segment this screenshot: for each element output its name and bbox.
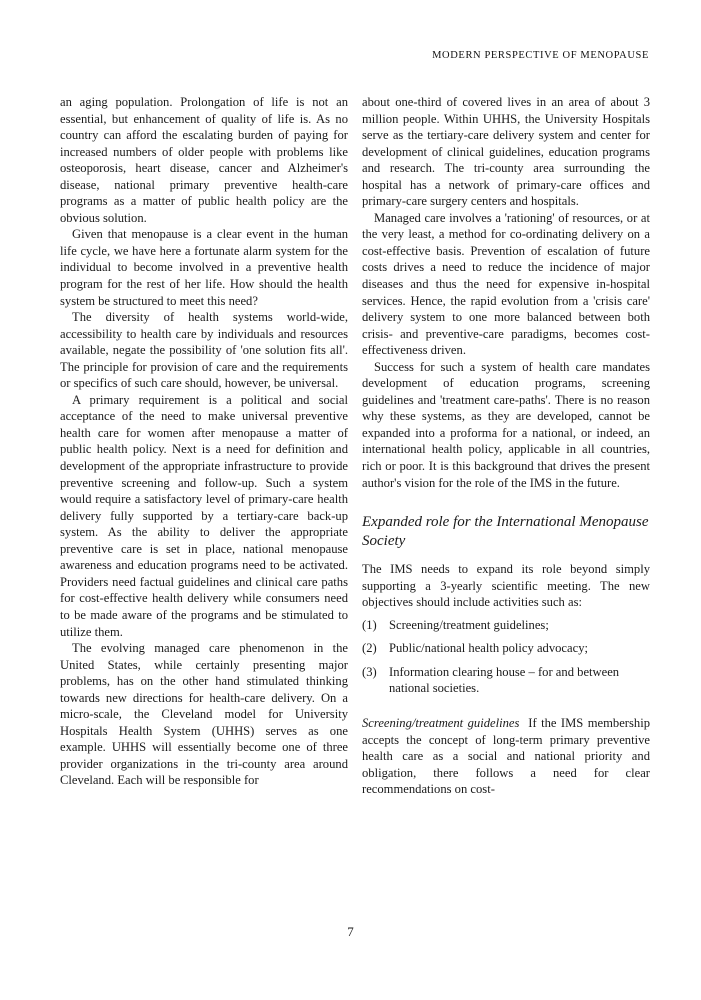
right-column — [362, 94, 650, 798]
paragraph: The evolving managed care phenomenon in the United States, while certainly presenting major problems, has on the other hand stimulated thinking towards new directions for health-care delivery. On a micro-scale, the Cleveland model for University Hospitals Health System (UHHS) serves as one example. UHHS will essentially become one of three provider organizations in the tri-county area around Cleveland. Each will be responsible for — [60, 641, 348, 788]
list-item — [362, 617, 650, 634]
list-item-number: (2) — [362, 641, 377, 656]
list-item-number: (3) — [362, 664, 377, 679]
list-item-text: Public/national health policy advocacy; — [389, 641, 588, 656]
paragraph: A primary requirement is a political and social acceptance of the need to make universal preventive health care for women after menopause a matter of public health policy. Next is a need for definition and development of the appropriate infrastructure to provide preventive screening and follow-up. Such a system would require a satisfactory level of primary-care health delivery fully supported by a tertiary-care back-up system. As the ability to deliver the appropriate preventive care is set in place, national menopause awareness and education programs need to be activated. Providers need factual guidelines and clinical care paths for cost-effective health delivery while consumers need to be made aware of the programs and be stimulated to utilize them. — [60, 392, 348, 639]
paragraph: Given that menopause is a clear event in the human life cycle, we have here a fortunate alarm system for the individual to become involved in a preventive health program for the rest of her life. How should the health system be structured to meet this need? — [60, 227, 348, 308]
objectives-list — [362, 617, 650, 697]
list-item-text: Information clearing house – for and between national societies. — [389, 664, 620, 696]
list-item — [362, 640, 650, 657]
paragraph: an aging population. Prolongation of life is not an essential, but enhancement of quality of life is. As no country can afford the escalating burden of paying for increased numbers of older people with problems like osteoporosis, heart disease, cancer and Alzheimer's disease, national primary preventive health-care programs as a matter of public health policy are the obvious solution. — [60, 95, 348, 225]
paragraph: Success for such a system of health care mandates development of education programs, screening guidelines and 'treatment care-paths'. There is no reason why these systems, as they are developed, cannot be expanded into a proforma for a national, or indeed, an international health policy, applicable in all countries, rich or poor. It is this background that drives the present author's vision for the role of the IMS in the future. — [362, 359, 650, 490]
list-item — [362, 664, 650, 697]
paragraph: The diversity of health systems world-wide, accessibility to health care by individuals and resources available, negate the possibility of 'one solution fits all'. The principle for provision of care and the requirements or specifics of such care should, however, be universal. — [60, 310, 348, 391]
list-item-number: (1) — [362, 617, 377, 632]
page-number: 7 — [347, 924, 354, 939]
subsection-paragraph — [362, 715, 650, 798]
list-item-text: Screening/treatment guidelines; — [389, 617, 549, 632]
paragraph: about one-third of covered lives in an area of about 3 million people. Within UHHS, the University Hospitals serve as the tertiary-care delivery system and center for development of clinical guidelines, education programs and research. The tri-county area surrounding the hospital has a network of primary-care offices and primary-care surgery centers and hospitals. — [362, 95, 650, 209]
running-head: MODERN PERSPECTIVE OF MENOPAUSE — [432, 50, 649, 61]
paragraph: Managed care involves a 'rationing' of resources, or at the very least, a method for co-ordinating delivery on a cost-effective basis. Prevention of escalation of future costs drives a need to reduce the incidence of major diseases and thus the need for expensive in-hospital services. Hence, the rapid evolution from a 'crisis care' delivery system to one more balanced between both crisis- and preventive-care paradigms, becomes cost-effectiveness driven. — [362, 210, 650, 358]
left-column — [60, 94, 348, 789]
section-intro: The IMS needs to expand its role beyond simply supporting a 3-yearly scientific meeting. The new objectives should include activities such as: — [362, 562, 650, 610]
subsection-heading: Screening/treatment guidelines — [362, 715, 520, 730]
subsection-text: If the IMS membership accepts the concept of long-term primary preventive health care as a social and national priority and obligation, there follows a need for clear recommendations on cost- — [362, 715, 650, 797]
section-heading: Expanded role for the International Menopause Society — [362, 514, 649, 550]
